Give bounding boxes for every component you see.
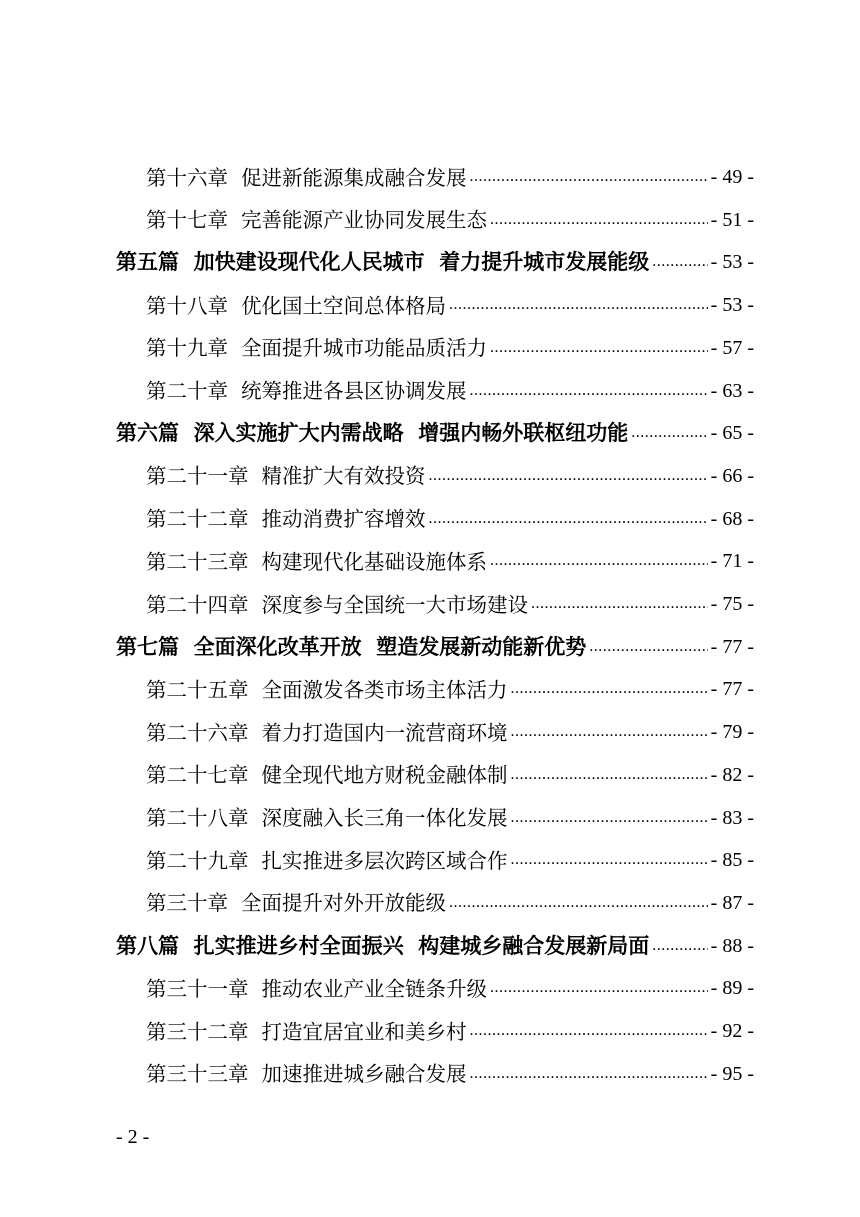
- toc-chapter-entry[interactable]: [146, 575, 754, 615]
- toc-entry-page: - 92 -: [710, 1020, 754, 1042]
- toc-chapter-entry[interactable]: [146, 874, 754, 914]
- toc-dot-leader: [589, 639, 707, 655]
- toc-entry-page: - 82 -: [710, 763, 754, 786]
- toc-dot-leader: [470, 1066, 708, 1082]
- toc-dot-leader: [449, 895, 708, 911]
- toc-dot-leader: [511, 852, 708, 868]
- toc-entry-title: 第三十章 全面提升对外开放能级: [146, 891, 447, 916]
- toc-part-entry[interactable]: [116, 233, 754, 273]
- toc-dot-leader: [511, 810, 708, 826]
- toc-entry-page: - 49 -: [710, 166, 754, 188]
- toc-entry-page: - 53 -: [710, 251, 754, 274]
- toc-chapter-entry[interactable]: [146, 789, 754, 829]
- toc-entry-page: - 75 -: [710, 593, 754, 615]
- toc-entry-title: 第二十三章 构建现代化基础设施体系: [146, 549, 488, 574]
- toc-entry-title: 第二十九章 扎实推进多层次跨区域合作: [146, 848, 508, 873]
- toc-dot-leader: [631, 425, 707, 441]
- toc-entry-page: - 65 -: [710, 422, 754, 445]
- toc-entry-page: - 95 -: [710, 1062, 754, 1085]
- toc-dot-leader: [470, 1023, 708, 1039]
- toc-entry-title: 第七篇 全面深化改革开放 塑造发展新动能新优势: [116, 634, 587, 659]
- toc-entry-page: - 85 -: [710, 849, 754, 872]
- toc-entry-page: - 53 -: [710, 294, 754, 317]
- toc-entry-title: 第十七章 完善能源产业协同发展生态: [146, 208, 488, 233]
- toc-entry-page: - 63 -: [710, 379, 754, 402]
- toc-chapter-entry[interactable]: [146, 703, 754, 743]
- toc-chapter-entry[interactable]: [146, 831, 754, 871]
- toc-entry-title: 第二十章 统筹推进各县区协调发展: [146, 379, 467, 403]
- toc-chapter-entry[interactable]: [146, 319, 754, 359]
- toc-entry-title: 第二十七章 健全现代地方财税金融体制: [146, 763, 508, 788]
- toc-entry-title: 第二十八章 深度融入长三角一体化发展: [146, 806, 508, 830]
- toc-chapter-entry[interactable]: [146, 191, 754, 231]
- toc-dot-leader: [511, 681, 708, 697]
- toc-entry-title: 第二十六章 着力打造国内一流营商环境: [146, 720, 508, 745]
- toc-chapter-entry[interactable]: [146, 362, 754, 402]
- toc-dot-leader: [490, 553, 708, 569]
- toc-entry-page: - 89 -: [710, 977, 754, 1000]
- toc-entry-title: 第六篇 深入实施扩大内需战略 增强内畅外联枢纽功能: [116, 421, 629, 446]
- toc-entry-page: - 79 -: [710, 721, 754, 744]
- toc-entry-title: 第三十一章 推动农业产业全链条升级: [146, 976, 488, 1001]
- toc-dot-leader: [511, 767, 708, 783]
- toc-entry-title: 第二十五章 全面激发各类市场主体活力: [146, 677, 508, 702]
- toc-part-entry[interactable]: [116, 618, 754, 658]
- toc-dot-leader: [470, 383, 708, 399]
- toc-entry-page: - 71 -: [710, 550, 754, 573]
- toc-entry-title: 第五篇 加快建设现代化人民城市 着力提升城市发展能级: [116, 250, 650, 275]
- toc-entry-page: - 57 -: [710, 336, 754, 359]
- toc-chapter-entry[interactable]: [146, 746, 754, 786]
- toc-dot-leader: [652, 254, 707, 270]
- toc-chapter-entry[interactable]: [146, 276, 754, 316]
- page-number: - 2 -: [116, 1126, 150, 1148]
- toc-dot-leader: [652, 938, 707, 954]
- toc-entry-page: - 87 -: [710, 891, 754, 914]
- toc-entry-title: 第二十一章 精准扩大有效投资: [146, 464, 426, 489]
- toc-entry-title: 第二十二章 推动消费扩容增效: [146, 507, 426, 532]
- toc-entry-title: 第十六章 促进新能源集成融合发展: [146, 165, 467, 190]
- toc-entry-page: - 68 -: [710, 507, 754, 530]
- toc-chapter-entry[interactable]: [146, 959, 754, 999]
- toc-dot-leader: [511, 724, 708, 740]
- toc-part-entry[interactable]: [116, 404, 754, 444]
- toc-entry-page: - 83 -: [710, 806, 754, 829]
- toc-dot-leader: [531, 596, 708, 612]
- toc-dot-leader: [429, 468, 708, 484]
- toc-chapter-entry[interactable]: [146, 447, 754, 487]
- toc-entry-title: 第三十二章 打造宜居宜业和美乡村: [146, 1019, 467, 1044]
- toc-entry-page: - 66 -: [710, 464, 754, 487]
- toc-dot-leader: [449, 297, 708, 313]
- toc-entry-page: - 51 -: [710, 208, 754, 231]
- toc-chapter-entry[interactable]: [146, 148, 754, 188]
- toc-dot-leader: [490, 980, 708, 996]
- toc-entry-title: 第二十四章 深度参与全国统一大市场建设: [146, 592, 529, 617]
- toc-entry-title: 第八篇 扎实推进乡村全面振兴 构建城乡融合发展新局面: [116, 933, 650, 958]
- toc-chapter-entry[interactable]: [146, 1045, 754, 1085]
- toc-chapter-entry[interactable]: [146, 490, 754, 530]
- toc-part-entry[interactable]: [116, 917, 754, 957]
- toc-entry-title: 第三十三章 加速推进城乡融合发展: [146, 1062, 467, 1087]
- toc-dot-leader: [429, 511, 708, 527]
- toc-entry-page: - 88 -: [710, 934, 754, 957]
- toc-entry-page: - 77 -: [710, 635, 754, 658]
- toc-dot-leader: [470, 169, 708, 185]
- toc-entry-page: - 77 -: [710, 678, 754, 701]
- toc-dot-leader: [490, 212, 708, 228]
- toc-dot-leader: [490, 340, 708, 356]
- toc-chapter-entry[interactable]: [146, 532, 754, 572]
- toc-entry-title: 第十九章 全面提升城市功能品质活力: [146, 336, 488, 361]
- toc-chapter-entry[interactable]: [146, 660, 754, 700]
- toc-entry-title: 第十八章 优化国土空间总体格局: [146, 293, 447, 318]
- toc-chapter-entry[interactable]: [146, 1002, 754, 1042]
